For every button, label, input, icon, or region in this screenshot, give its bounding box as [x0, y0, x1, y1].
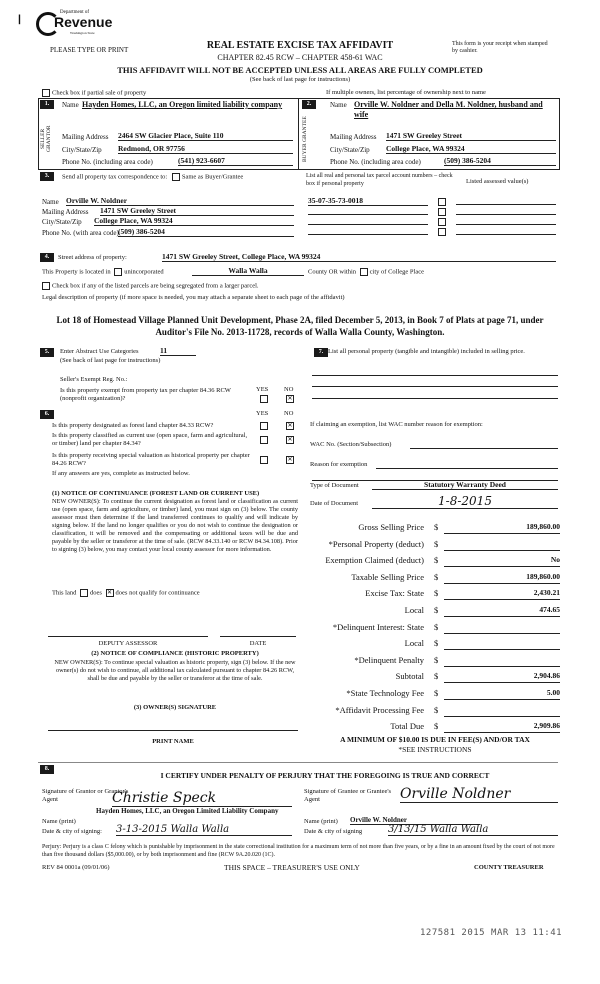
s6-no-label: NO: [284, 410, 294, 417]
does-not-checkbox[interactable]: ✕: [107, 590, 113, 596]
street-label: Street address of property:: [58, 254, 127, 261]
doc-date-label: Date of Document: [310, 500, 359, 507]
form-title: REAL ESTATE EXCISE TAX AFFIDAVIT: [206, 40, 394, 51]
deputy-label: DEPUTY ASSESSOR: [98, 640, 158, 647]
land-label: This land: [52, 589, 77, 597]
fee-value: [444, 539, 560, 551]
street-address: 1471 SW Greeley Street, College Place, WA 99324: [162, 252, 556, 262]
fee-currency: $: [434, 605, 439, 615]
fee-label: Gross Selling Price: [358, 522, 424, 532]
s3-phone-label: Phone No. (with area code): [42, 229, 119, 237]
fee-row: [300, 655, 562, 669]
fee-label: *Affidavit Processing Fee: [335, 704, 424, 715]
notice2-title: (2) NOTICE OF COMPLIANCE (HISTORIC PROPERTY): [91, 650, 259, 657]
s5-no-checkbox[interactable]: ✕: [287, 396, 293, 402]
grantor-name: Hayden Homes, LLC, an Oregon Limited Liability Company: [96, 807, 279, 815]
date-label: DATE: [249, 640, 267, 647]
s3-city-label: City/State/Zip: [42, 218, 82, 226]
s6-q2: Is this property classified as current use (open space, farm and agricultural, or timber) land per chapter 84.34?: [52, 432, 248, 447]
fee-currency: $: [434, 654, 439, 665]
segregated-label: Check box if any of the listed parcels are being segregated from a larger parcel.: [52, 282, 259, 290]
section-4-badge: 4.: [40, 253, 54, 262]
parcel-line-4: [308, 234, 428, 235]
section-6-badge: 6.: [40, 410, 54, 419]
fee-row: [300, 522, 562, 536]
segregated-row: [42, 282, 259, 290]
personal-line-1: [312, 375, 558, 376]
fee-label: *Delinquent Interest: State: [332, 621, 424, 632]
buyer-phone-label: Phone No. (including area code): [330, 158, 421, 166]
type-or-print: PLEASE TYPE OR PRINT: [50, 46, 129, 54]
logo: [36, 10, 113, 44]
land-qualify-row: [52, 589, 200, 597]
fee-label: Subtotal: [395, 671, 424, 682]
fee-row: [300, 572, 562, 586]
assessed-line-4: [456, 234, 556, 235]
doc-type: Statutory Warranty Deed: [372, 480, 558, 490]
print-name-label: PRINT NAME: [152, 738, 194, 745]
fee-label: Excise Tax: State: [365, 588, 424, 599]
grantor-sig-label: Signature of Grantor or Grantor's Agent: [42, 788, 129, 803]
fee-label: *State Technology Fee: [346, 688, 424, 698]
same-as-buyer-label: Same as Buyer/Grantee: [181, 173, 244, 181]
section-3-badge: 3.: [40, 172, 54, 181]
exempt-reg-label: Seller's Exempt Reg. No.:: [60, 376, 128, 383]
s3-name-label: Name: [42, 198, 59, 206]
logo-top-text: Department of: [60, 10, 90, 15]
buyer-city: College Place, WA 99324: [386, 144, 556, 154]
seller-city: Redmond, OR 97756: [118, 144, 293, 154]
fee-label: Total Due: [390, 721, 424, 732]
parcel-number: 35-07-35-73-0018: [308, 196, 428, 206]
s6-q-note: If any answers are yes, complete as instructed below.: [52, 470, 190, 477]
partial-sale-checkbox[interactable]: [42, 89, 50, 97]
parcel-checkbox-4[interactable]: [438, 228, 446, 236]
reason-line: [376, 468, 558, 469]
rev-number: REV 84 0001a (09/01/06): [42, 864, 110, 871]
s5-yes-label: YES: [256, 386, 269, 393]
fee-value: 474.65: [444, 605, 560, 617]
seller-name-label: Name: [62, 101, 79, 109]
fee-value: 189,860.00: [444, 572, 560, 584]
parcel-line-2: [308, 214, 428, 215]
s6-q3-yes-checkbox[interactable]: [260, 456, 268, 464]
logo-main-text: Revenue: [54, 14, 113, 30]
notice1-title: (1) NOTICE OF CONTINUANCE (FOREST LAND OR CURRENT USE): [52, 490, 260, 497]
reason-label: Reason for exemption: [310, 461, 368, 468]
county-label: County OR within: [308, 268, 357, 276]
fee-label: Local: [404, 605, 424, 615]
exempt-question: Is this property exempt from property tax per chapter 84.36 RCW (nonprofit organization)?: [60, 387, 231, 402]
fee-currency: $: [434, 555, 439, 566]
fee-currency: $: [434, 688, 439, 698]
section-1-badge: 1.: [40, 100, 54, 109]
fee-label: Local: [404, 638, 424, 649]
buyer-phone: (509) 386-5204: [444, 156, 556, 166]
fee-label: Taxable Selling Price: [351, 571, 424, 582]
unincorporated-checkbox[interactable]: [114, 268, 122, 276]
fee-currency: $: [434, 721, 439, 732]
section-5-badge: 5.: [40, 348, 54, 357]
parcel-checkbox-2[interactable]: [438, 208, 446, 216]
city-checkbox[interactable]: [360, 268, 368, 276]
fee-currency: $: [434, 522, 439, 532]
seller-phone: (541) 923-6607: [178, 156, 293, 166]
s5-yes-checkbox[interactable]: [260, 395, 268, 403]
buyer-side-label: BUYER GRANTEE: [302, 116, 308, 162]
fee-label: *Personal Property (deduct): [328, 538, 424, 549]
county-treasurer: COUNTY TREASURER: [474, 864, 544, 871]
buyer-city-label: City/State/Zip: [330, 146, 370, 154]
county-or-within: [308, 268, 424, 276]
personal-line-2: [312, 386, 558, 387]
grantor-signature: Christie Speck: [112, 790, 292, 807]
abstract-label: Enter Abstract Use Categories: [60, 348, 139, 355]
partial-sale-label: Check box if partial sale of property: [52, 89, 147, 97]
fee-label: *Delinquent Penalty: [354, 654, 424, 665]
does-label: does: [90, 589, 102, 597]
corner-mark: ꟾ: [18, 16, 21, 27]
fee-row: [300, 638, 562, 652]
see-instructions: *SEE INSTRUCTIONS: [398, 745, 472, 754]
located-label: This Property is located in: [42, 268, 111, 276]
s6-q3: Is this property receiving special valuation as historical property per chapter 84.26 RCW?: [52, 452, 250, 467]
s6-yes-label: YES: [256, 410, 269, 417]
certify-text: I CERTIFY UNDER PENALTY OF PERJURY THAT THE FOREGOING IS TRUE AND CORRECT: [160, 771, 490, 780]
s6-q1: Is this property designated as forest land chapter 84.33 RCW?: [52, 422, 214, 429]
abstract-value: 11: [160, 346, 196, 356]
s5-see-back: (See back of last page for instructions): [60, 357, 161, 364]
grantor-date-label: Date & city of signing:: [42, 828, 102, 835]
personal-line-3: [312, 398, 558, 399]
buyer-name: Orville W. Noldner and Della M. Noldner, husband and wife: [354, 100, 543, 119]
s3-phone: (509) 386-5204: [118, 227, 294, 237]
fee-row: [300, 721, 562, 735]
seller-city-label: City/State/Zip: [62, 146, 102, 154]
section-7-badge: 7.: [314, 348, 328, 357]
date-line: [220, 636, 296, 637]
s6-q3-no-checkbox[interactable]: ✕: [287, 457, 293, 463]
perjury-text: Perjury: Perjury is a class C felony which is punishable by imprisonment in the state correctional institution for a maximum term of not more than five years, or by a fine in an amount fixed by the court of not more than five thousand dollars ($5,000.00), or by both imprisonment and fine (RCW 9A.20.020 (1C).: [42, 844, 555, 858]
owner-signature-label: (3) OWNER(S) SIGNATURE: [133, 704, 217, 711]
fee-value: No: [444, 555, 560, 567]
doc-date: 1-8-2015: [372, 494, 558, 509]
segregated-checkbox[interactable]: [42, 282, 50, 290]
fee-row: [300, 555, 562, 569]
fee-row: [300, 671, 562, 685]
warning-text: THIS AFFIDAVIT WILL NOT BE ACCEPTED UNLESS ALL AREAS ARE FULLY COMPLETED: [117, 65, 483, 75]
fee-currency: $: [434, 671, 439, 682]
send-correspondence-label: Send all property tax correspondence to:: [62, 173, 168, 181]
grantee-date: 3/13/15 Walla Walla: [388, 824, 558, 836]
notice1-body: NEW OWNER(S): To continue the current designation as forest land or classification as current use (open space, farm and agriculture, or timber) land, you must sign on (3) below. The county assessor must then determine if the land transferred continues to qualify and will indicate by signing below. If the land no longer qualifies or you do not wish to continue the designation or classification, it will be removed and the compensating or additional taxes will be due and payable by the seller or transferor at the time of sale. (RCW 84.33.140 or RCW 84.34.108). Prior to signing (3) below, you may contact your local county assessor for more information.: [52, 498, 298, 553]
see-back-text: (See back of last page for instructions): [249, 76, 351, 83]
buyer-mailing: 1471 SW Greeley Street: [386, 131, 556, 141]
parcel-checkbox-3[interactable]: [438, 218, 446, 226]
fee-currency: $: [434, 538, 439, 549]
fee-currency: $: [434, 638, 439, 649]
fee-row: [300, 539, 562, 553]
s6-q1-no-checkbox[interactable]: ✕: [287, 423, 293, 429]
fee-label: Exemption Claimed (deduct): [325, 555, 424, 566]
fee-row: [300, 605, 562, 619]
fee-currency: $: [434, 704, 439, 715]
deputy-line: [48, 636, 208, 637]
fee-value: [444, 622, 560, 634]
grantee-signature: Orville Noldner: [400, 786, 558, 803]
s6-q1-yes-checkbox[interactable]: [260, 422, 268, 430]
does-not-label: does not qualify for continuance: [115, 589, 200, 597]
seller-side-label: SELLER GRANTOR: [40, 125, 52, 153]
notice2-body: NEW OWNER(S): To continue special valuation as historic property, sign (3) below. If the new owner(s) do not wish to continue, all additional tax calculated pursuant to chapter 84.26 RCW, shall be due and payable by the seller or transferor at the time of sale.: [54, 659, 296, 682]
wac-line: [410, 448, 558, 449]
parcel-header: List all real and personal tax parcel account numbers – check box if personal property: [306, 173, 453, 187]
assessed-header: Listed assessed value(s): [466, 178, 529, 185]
seller-mailing-label: Mailing Address: [62, 133, 109, 141]
grantor-name-label: Name (print): [42, 818, 76, 825]
wac-label: WAC No. (Section/Subsection): [310, 441, 392, 448]
fee-value: 2,904.86: [444, 671, 560, 683]
section-8-badge: 8.: [40, 765, 54, 774]
s3-mailing-label: Mailing Address: [42, 208, 89, 216]
fee-value: [444, 705, 560, 717]
grantor-date: 3-13-2015 Walla Walla: [116, 824, 292, 836]
unincorporated-label: unincorporated: [124, 268, 164, 276]
fee-row: [300, 688, 562, 702]
buyer-mailing-label: Mailing Address: [330, 133, 377, 141]
same-as-buyer-checkbox[interactable]: [172, 173, 180, 181]
fee-row: [300, 705, 562, 719]
receipt-stamp: 127581 2015 MAR 13 11:41: [420, 928, 563, 938]
fee-row: [300, 588, 562, 602]
fee-table: [300, 522, 562, 744]
partial-sale-row: [42, 89, 146, 97]
s3-city: College Place, WA 99324: [94, 216, 294, 226]
buyer-name-label: Name: [330, 101, 347, 109]
s3-name: Orville W. Noldner: [66, 196, 294, 206]
section-2-badge: 2.: [302, 100, 316, 109]
grantee-sig-label: Signature of Grantee or Grantee's Agent: [304, 788, 392, 803]
located-row: [42, 268, 164, 276]
s6-q2-no-checkbox[interactable]: ✕: [287, 437, 293, 443]
section-8-divider: [38, 762, 558, 763]
s6-q2-yes-checkbox[interactable]: [260, 436, 268, 444]
fee-currency: $: [434, 588, 439, 599]
treasurer-use: THIS SPACE – TREASURER'S USE ONLY: [224, 863, 360, 872]
county-name: Walla Walla: [192, 266, 304, 276]
seller-phone-label: Phone No. (including area code): [62, 158, 153, 166]
fee-value: 5.00: [444, 688, 560, 700]
ownership-note: If multiple owners, list percentage of ownership next to name: [326, 89, 486, 96]
personal-property-label: List all personal property (tangible and intangible) included in selling price.: [328, 348, 525, 355]
fee-currency: $: [434, 621, 439, 632]
seller-mailing: 2464 SW Glacier Place, Suite 110: [118, 131, 293, 141]
legal-label: Legal description of property (if more space is needed, you may attach a separate sheet to each page of the affidavit): [42, 294, 345, 301]
s5-no-label: NO: [284, 386, 294, 393]
parcel-line-3: [308, 224, 428, 225]
legal-description: Lot 18 of Homestead Village Planned Unit Development, Phase 2A, filed December 5, 2013, in Book 7 of Plats at page 71, under Auditor's File No. 2013-11728, records of Walla Walla County, Washington.: [56, 315, 544, 337]
fee-value: [444, 638, 560, 650]
minimum-due: A MINIMUM OF $10.00 IS DUE IN FEE(S) AND/OR TAX: [340, 735, 530, 744]
city-of-label: city of College Place: [369, 268, 425, 276]
fee-value: 189,860.00: [444, 522, 560, 534]
owner-sig-line: [48, 730, 298, 731]
exemption-label: If claiming an exemption, list WAC number reason for exemption:: [310, 421, 483, 428]
form-chapter: CHAPTER 82.45 RCW – CHAPTER 458-61 WAC: [217, 53, 383, 62]
assessed-line-2: [456, 214, 556, 215]
fee-value: 2,430.21: [444, 588, 560, 600]
assessed-line-3: [456, 224, 556, 225]
fee-row: [300, 622, 562, 636]
receipt-note: This form is your receipt when stamped by cashier.: [452, 41, 548, 54]
s3-mailing: 1471 SW Greeley Street: [100, 206, 294, 216]
fee-value: [444, 655, 560, 667]
fee-currency: $: [434, 571, 439, 582]
grantee-name: Orville W. Noldner: [350, 816, 480, 825]
logo-sub-text: Washington State: [70, 31, 95, 35]
does-checkbox[interactable]: [80, 589, 88, 597]
grantee-name-label: Name (print): [304, 818, 338, 825]
doc-type-label: Type of Document: [310, 482, 359, 489]
parcel-checkbox-1[interactable]: [438, 198, 446, 206]
send-correspondence-row: [62, 173, 243, 181]
assessed-line-1: [456, 204, 556, 205]
seller-name: Hayden Homes, LLC, an Oregon limited liability company: [82, 100, 283, 109]
grantee-date-label: Date & city of signing: [304, 828, 363, 835]
fee-value: 2,909.86: [444, 721, 560, 733]
